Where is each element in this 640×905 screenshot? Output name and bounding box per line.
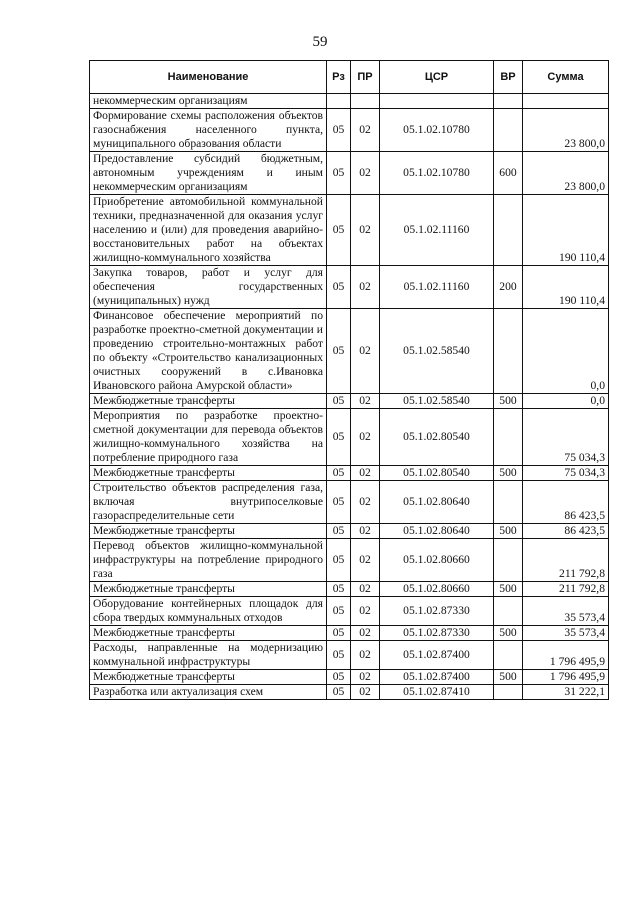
cell-name: некоммерческим организациям bbox=[90, 94, 327, 109]
cell-csr: 05.1.02.58540 bbox=[380, 394, 494, 409]
table-row bbox=[90, 670, 609, 685]
cell-pr: 02 bbox=[351, 685, 380, 700]
table-row bbox=[90, 641, 609, 670]
budget-table bbox=[89, 60, 609, 700]
table-row bbox=[90, 394, 609, 409]
cell-vr bbox=[494, 94, 523, 109]
cell-rz: 05 bbox=[327, 394, 351, 409]
cell-rz: 05 bbox=[327, 670, 351, 685]
cell-rz: 05 bbox=[327, 597, 351, 626]
table-row bbox=[90, 409, 609, 466]
cell-csr: 05.1.02.87410 bbox=[380, 685, 494, 700]
cell-vr bbox=[494, 309, 523, 394]
cell-csr: 05.1.02.10780 bbox=[380, 152, 494, 195]
table-row bbox=[90, 524, 609, 539]
cell-pr: 02 bbox=[351, 152, 380, 195]
cell-csr: 05.1.02.80640 bbox=[380, 481, 494, 524]
cell-csr: 05.1.02.87330 bbox=[380, 597, 494, 626]
cell-pr: 02 bbox=[351, 409, 380, 466]
cell-vr bbox=[494, 195, 523, 266]
cell-vr bbox=[494, 685, 523, 700]
cell-csr bbox=[380, 94, 494, 109]
cell-name: Разработка или актуализация схем bbox=[90, 685, 327, 700]
cell-name: Межбюджетные трансферты bbox=[90, 394, 327, 409]
cell-name: Межбюджетные трансферты bbox=[90, 626, 327, 641]
header-name: Наименование bbox=[90, 61, 327, 94]
cell-name: Строительство объектов распределения газа, включая внутрипоселковые газораспределительные сети bbox=[90, 481, 327, 524]
cell-name: Формирование схемы расположения объектов газоснабжения населенного пункта, муниципального образования области bbox=[90, 109, 327, 152]
cell-name: Приобретение автомобильной коммунальной техники, предназначенной для оказания услуг населению и (или) для проведения аварийно-восстановительных работ на объектах жилищно-коммунального хозяйства bbox=[90, 195, 327, 266]
cell-vr bbox=[494, 539, 523, 582]
cell-rz: 05 bbox=[327, 195, 351, 266]
cell-sum: 23 800,0 bbox=[523, 152, 609, 195]
cell-pr: 02 bbox=[351, 466, 380, 481]
header-pr: ПР bbox=[351, 61, 380, 94]
table-row bbox=[90, 685, 609, 700]
cell-sum: 0,0 bbox=[523, 394, 609, 409]
cell-vr bbox=[494, 481, 523, 524]
cell-vr: 500 bbox=[494, 626, 523, 641]
cell-rz: 05 bbox=[327, 266, 351, 309]
cell-pr: 02 bbox=[351, 582, 380, 597]
cell-sum: 86 423,5 bbox=[523, 524, 609, 539]
cell-name: Закупка товаров, работ и услуг для обеспечения государственных (муниципальных) нужд bbox=[90, 266, 327, 309]
cell-sum: 75 034,3 bbox=[523, 466, 609, 481]
cell-name: Перевод объектов жилищно-коммунальной инфраструктуры на потребление природного газа bbox=[90, 539, 327, 582]
cell-rz: 05 bbox=[327, 524, 351, 539]
cell-csr: 05.1.02.87330 bbox=[380, 626, 494, 641]
cell-pr: 02 bbox=[351, 524, 380, 539]
cell-vr: 200 bbox=[494, 266, 523, 309]
cell-rz: 05 bbox=[327, 309, 351, 394]
cell-rz: 05 bbox=[327, 626, 351, 641]
cell-vr: 500 bbox=[494, 466, 523, 481]
cell-vr: 500 bbox=[494, 670, 523, 685]
cell-name: Межбюджетные трансферты bbox=[90, 524, 327, 539]
cell-sum: 35 573,4 bbox=[523, 597, 609, 626]
cell-sum: 211 792,8 bbox=[523, 539, 609, 582]
cell-sum: 23 800,0 bbox=[523, 109, 609, 152]
table-row bbox=[90, 539, 609, 582]
cell-rz: 05 bbox=[327, 641, 351, 670]
cell-rz bbox=[327, 94, 351, 109]
cell-sum bbox=[523, 94, 609, 109]
table-row bbox=[90, 152, 609, 195]
cell-pr bbox=[351, 94, 380, 109]
cell-pr: 02 bbox=[351, 195, 380, 266]
cell-pr: 02 bbox=[351, 539, 380, 582]
cell-sum: 75 034,3 bbox=[523, 409, 609, 466]
table-row bbox=[90, 266, 609, 309]
table-row bbox=[90, 597, 609, 626]
cell-vr bbox=[494, 409, 523, 466]
cell-rz: 05 bbox=[327, 685, 351, 700]
cell-pr: 02 bbox=[351, 309, 380, 394]
cell-rz: 05 bbox=[327, 481, 351, 524]
header-sum: Сумма bbox=[523, 61, 609, 94]
cell-rz: 05 bbox=[327, 409, 351, 466]
table-row bbox=[90, 109, 609, 152]
cell-sum: 190 110,4 bbox=[523, 195, 609, 266]
cell-pr: 02 bbox=[351, 394, 380, 409]
cell-csr: 05.1.02.87400 bbox=[380, 641, 494, 670]
page-number: 59 bbox=[312, 34, 328, 50]
cell-rz: 05 bbox=[327, 466, 351, 481]
cell-vr: 600 bbox=[494, 152, 523, 195]
cell-vr bbox=[494, 109, 523, 152]
cell-vr: 500 bbox=[494, 394, 523, 409]
cell-csr: 05.1.02.87400 bbox=[380, 670, 494, 685]
cell-vr: 500 bbox=[494, 524, 523, 539]
cell-sum: 31 222,1 bbox=[523, 685, 609, 700]
cell-name: Оборудование контейнерных площадок для сбора твердых коммунальных отходов bbox=[90, 597, 327, 626]
table-row bbox=[90, 195, 609, 266]
cell-name: Предоставление субсидий бюджетным, автономным учреждениям и иным некоммерческим организациям bbox=[90, 152, 327, 195]
table-row bbox=[90, 582, 609, 597]
cell-csr: 05.1.02.80540 bbox=[380, 409, 494, 466]
cell-pr: 02 bbox=[351, 641, 380, 670]
cell-pr: 02 bbox=[351, 481, 380, 524]
cell-sum: 35 573,4 bbox=[523, 626, 609, 641]
cell-pr: 02 bbox=[351, 670, 380, 685]
cell-name: Мероприятия по разработке проектно-сметной документации для перевода объектов жилищно-коммунального хозяйства на потребление природного газа bbox=[90, 409, 327, 466]
cell-name: Межбюджетные трансферты bbox=[90, 670, 327, 685]
table-row bbox=[90, 466, 609, 481]
cell-vr bbox=[494, 597, 523, 626]
cell-name: Межбюджетные трансферты bbox=[90, 466, 327, 481]
cell-csr: 05.1.02.11160 bbox=[380, 195, 494, 266]
cell-name: Расходы, направленные на модернизацию коммунальной инфраструктуры bbox=[90, 641, 327, 670]
cell-name: Межбюджетные трансферты bbox=[90, 582, 327, 597]
table-header-row bbox=[90, 61, 609, 94]
table-row bbox=[90, 309, 609, 394]
cell-name: Финансовое обеспечение мероприятий по разработке проектно-сметной документации и проведению строительно-монтажных работ по объекту «Строительство канализационных очистных сооружений в с.Ивановка Ивановского района Амурской области» bbox=[90, 309, 327, 394]
cell-rz: 05 bbox=[327, 109, 351, 152]
cell-sum: 190 110,4 bbox=[523, 266, 609, 309]
cell-csr: 05.1.02.58540 bbox=[380, 309, 494, 394]
cell-sum: 211 792,8 bbox=[523, 582, 609, 597]
cell-sum: 86 423,5 bbox=[523, 481, 609, 524]
cell-pr: 02 bbox=[351, 626, 380, 641]
cell-csr: 05.1.02.10780 bbox=[380, 109, 494, 152]
cell-sum: 0,0 bbox=[523, 309, 609, 394]
cell-vr: 500 bbox=[494, 582, 523, 597]
header-vr: ВР bbox=[494, 61, 523, 94]
table-row bbox=[90, 94, 609, 109]
cell-pr: 02 bbox=[351, 109, 380, 152]
header-csr: ЦСР bbox=[380, 61, 494, 94]
table-row bbox=[90, 481, 609, 524]
cell-rz: 05 bbox=[327, 582, 351, 597]
cell-pr: 02 bbox=[351, 266, 380, 309]
cell-csr: 05.1.02.80640 bbox=[380, 524, 494, 539]
cell-pr: 02 bbox=[351, 597, 380, 626]
cell-csr: 05.1.02.80660 bbox=[380, 582, 494, 597]
cell-vr bbox=[494, 641, 523, 670]
cell-rz: 05 bbox=[327, 539, 351, 582]
table-row bbox=[90, 626, 609, 641]
cell-rz: 05 bbox=[327, 152, 351, 195]
header-rz: Рз bbox=[327, 61, 351, 94]
cell-csr: 05.1.02.11160 bbox=[380, 266, 494, 309]
cell-csr: 05.1.02.80660 bbox=[380, 539, 494, 582]
cell-sum: 1 796 495,9 bbox=[523, 670, 609, 685]
cell-csr: 05.1.02.80540 bbox=[380, 466, 494, 481]
cell-sum: 1 796 495,9 bbox=[523, 641, 609, 670]
